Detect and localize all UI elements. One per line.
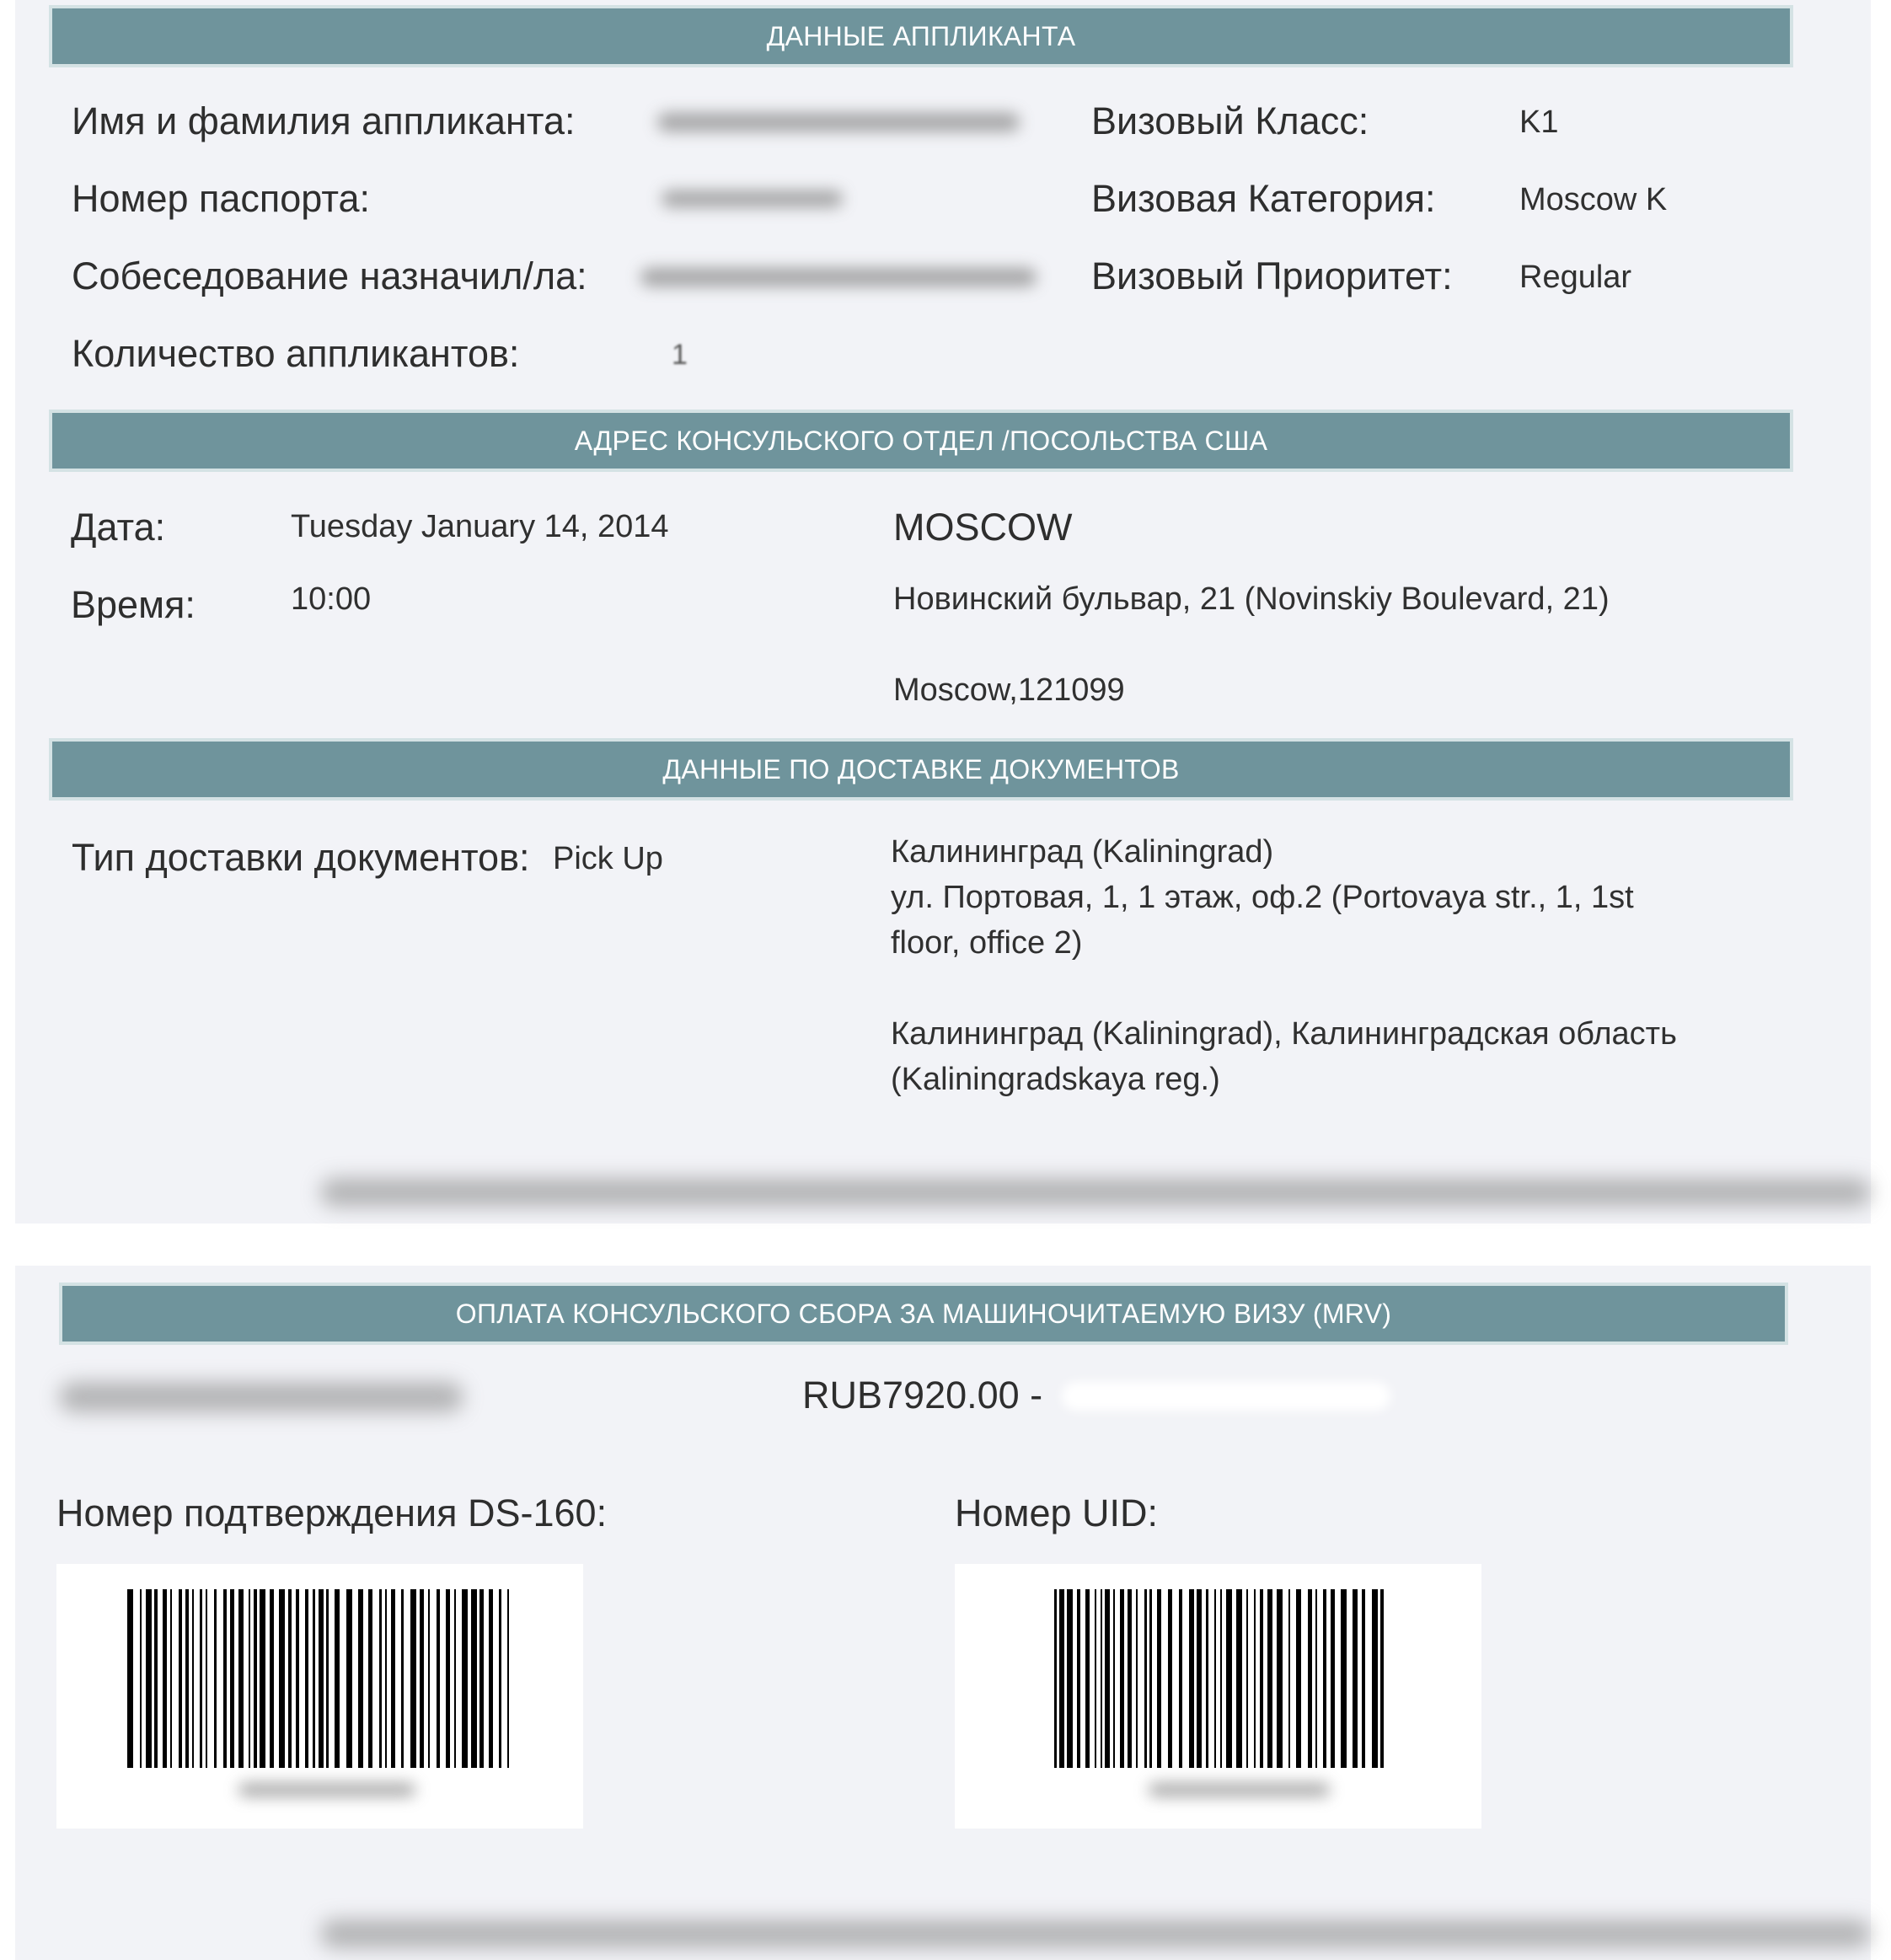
barcode-stripe [437, 1589, 440, 1768]
barcode-stripe [313, 1589, 315, 1768]
barcode-stripe [249, 1589, 250, 1768]
barcode-stripe [206, 1589, 207, 1768]
consulate-address-line2: Moscow,121099 [893, 672, 1125, 708]
delivery-section-header: ДАННЫЕ ПО ДОСТАВКЕ ДОКУМЕНТОВ [52, 742, 1790, 797]
delivery-type-label: Тип доставки документов: [72, 836, 530, 879]
barcode-stripe [471, 1589, 477, 1768]
redacted-footer-line [320, 1178, 1871, 1207]
barcode-stripe [1236, 1589, 1242, 1768]
barcode-stripe [200, 1589, 202, 1768]
barcode-stripe [1260, 1589, 1263, 1768]
date-label: Дата: [71, 506, 166, 549]
barcode-stripe [1189, 1589, 1194, 1768]
scheduled-by-label: Собеседование назначил/ла: [72, 254, 587, 297]
barcode-stripe [326, 1589, 329, 1768]
barcode-stripe [192, 1589, 194, 1768]
barcode-stripe [1331, 1589, 1335, 1768]
passport-number-label: Номер паспорта: [72, 177, 370, 220]
barcode-stripe [1136, 1589, 1138, 1768]
barcode-stripe [368, 1589, 372, 1768]
barcode-stripe [1362, 1589, 1365, 1768]
delivery-address-city: Калининград (Kaliningrad) [891, 834, 1274, 870]
payment-amount: RUB7920.00 - [802, 1374, 1043, 1416]
redacted-footer-line-2 [320, 1920, 1871, 1948]
barcode-stripe [1220, 1589, 1222, 1768]
barcode-stripe [379, 1589, 382, 1768]
barcode-stripe [391, 1589, 395, 1768]
delivery-address-street-line1: ул. Портовая, 1, 1 этаж, оф.2 (Portovaya str., 1, 1st [891, 880, 1634, 915]
barcode-stripe [1254, 1589, 1256, 1768]
barcode-stripe [270, 1589, 274, 1768]
barcode-stripe [1077, 1589, 1080, 1768]
payment-section-header: ОПЛАТА КОНСУЛЬСКОГО СБОРА ЗА МАШИНОЧИТАЕМУЮ ВИЗУ (MRV) [62, 1286, 1785, 1341]
visa-category-value: Moscow K [1519, 182, 1668, 217]
barcode-stripe [146, 1589, 152, 1768]
barcode-stripe [1144, 1589, 1147, 1768]
barcode-stripe [428, 1589, 430, 1768]
barcode-stripe [462, 1589, 468, 1768]
barcode-stripe [1120, 1589, 1124, 1768]
delivery-type-value: Pick Up [553, 841, 663, 876]
barcode-stripe [279, 1589, 285, 1768]
barcode-stripe [185, 1589, 189, 1768]
barcode-stripe [140, 1589, 142, 1768]
barcode-stripe [1095, 1589, 1096, 1768]
barcode-stripe [1206, 1589, 1208, 1768]
barcode-stripe [410, 1589, 416, 1768]
barcode-stripe [1372, 1589, 1378, 1768]
barcode-stripe [238, 1589, 244, 1768]
barcode-stripe [479, 1589, 484, 1768]
barcode-stripe [499, 1589, 501, 1768]
barcode-stripe [1168, 1589, 1172, 1768]
barcode-stripe [154, 1589, 158, 1768]
barcode-stripe [489, 1589, 493, 1768]
consulate-section-header: АДРЕС КОНСУЛЬСКОГО ОТДЕЛ /ПОСОЛЬСТВА США [52, 413, 1790, 469]
barcode-stripe [1296, 1589, 1301, 1768]
barcode-stripe [1101, 1589, 1102, 1768]
redacted-ds160-number [238, 1783, 415, 1797]
barcode-stripe [335, 1589, 340, 1768]
uid-label: Номер UID: [955, 1491, 1159, 1534]
barcode-stripe [1323, 1589, 1326, 1768]
barcode-stripe [1226, 1589, 1232, 1768]
barcode-stripe [1149, 1589, 1152, 1768]
time-label: Время: [71, 583, 196, 626]
uid-barcode-card [955, 1564, 1481, 1829]
barcode-stripe [358, 1589, 363, 1768]
barcode-stripe [1113, 1589, 1115, 1768]
barcode-stripe [296, 1589, 299, 1768]
redacted-payment-info [59, 1382, 463, 1412]
barcode-stripe [346, 1589, 352, 1768]
ds160-label: Номер подтверждения DS-160: [56, 1491, 608, 1534]
barcode-stripe [170, 1589, 172, 1768]
barcode-stripe [1288, 1589, 1290, 1768]
delivery-address-region-line1: Калининград (Kaliningrad), Калининградская область [891, 1016, 1677, 1052]
barcode-stripe [1267, 1589, 1272, 1768]
visa-category-label: Визовая Категория: [1091, 177, 1436, 220]
barcode-stripe [127, 1589, 133, 1768]
applicant-count-label: Количество аппликантов: [72, 332, 520, 375]
barcode-stripe [454, 1589, 456, 1768]
barcode-stripe [1315, 1589, 1317, 1768]
barcode-stripe [1179, 1589, 1182, 1768]
barcode-stripe [1214, 1589, 1216, 1768]
barcode-stripe [420, 1589, 424, 1768]
barcode-stripe [1277, 1589, 1283, 1768]
visa-class-value: K1 [1519, 104, 1559, 140]
barcode-stripe [1308, 1589, 1312, 1768]
barcode-stripe [1054, 1589, 1057, 1768]
consulate-address-line1: Новинский бульвар, 21 (Novinskiy Boulevard, 21) [893, 581, 1610, 617]
barcode-stripe [1067, 1589, 1073, 1768]
barcode-stripe [163, 1589, 167, 1768]
redacted-scheduled-by [640, 268, 1037, 287]
barcode-stripe [1059, 1589, 1064, 1768]
visa-priority-label: Визовый Приоритет: [1091, 254, 1453, 297]
applicant-name-label: Имя и фамилия аппликанта: [72, 99, 576, 142]
barcode-stripe [254, 1589, 257, 1768]
barcode-stripe [1341, 1589, 1347, 1768]
barcode-stripe [1246, 1589, 1248, 1768]
ds160-barcode-card [56, 1564, 583, 1829]
barcode-stripe [401, 1589, 404, 1768]
delivery-address-region-line2: (Kaliningradskaya reg.) [891, 1062, 1220, 1097]
time-value: 10:00 [291, 581, 372, 617]
date-value: Tuesday January 14, 2014 [291, 509, 669, 544]
barcode-stripe [319, 1589, 324, 1768]
barcode-stripe [1085, 1589, 1090, 1768]
redacted-passport-number [662, 190, 843, 207]
ds160-barcode [127, 1589, 515, 1768]
barcode-stripe [385, 1589, 387, 1768]
barcode-stripe [1197, 1589, 1202, 1768]
barcode-stripe [179, 1589, 182, 1768]
barcode-stripe [1128, 1589, 1132, 1768]
redacted-uid-number [1149, 1783, 1330, 1797]
delivery-address-street-line2: floor, office 2) [891, 925, 1083, 961]
barcode-stripe [1380, 1589, 1384, 1768]
barcode-stripe [288, 1589, 292, 1768]
barcode-stripe [446, 1589, 450, 1768]
barcode-stripe [1157, 1589, 1161, 1768]
barcode-stripe [230, 1589, 234, 1768]
visa-class-label: Визовый Класс: [1091, 99, 1369, 142]
barcode-stripe [260, 1589, 265, 1768]
applicant-count-value: 1 [672, 339, 688, 371]
uid-barcode [1054, 1589, 1385, 1768]
barcode-stripe [507, 1589, 509, 1768]
applicant-section-header: ДАННЫЕ АППЛИКАНТА [52, 8, 1790, 64]
redacted-payment-reference [1062, 1382, 1390, 1411]
barcode-stripe [1353, 1589, 1358, 1768]
consulate-city: MOSCOW [893, 506, 1073, 549]
visa-priority-value: Regular [1519, 260, 1632, 295]
barcode-stripe [214, 1589, 217, 1768]
barcode-stripe [305, 1589, 308, 1768]
barcode-stripe [223, 1589, 227, 1768]
barcode-stripe [1105, 1589, 1110, 1768]
redacted-applicant-name [657, 113, 1020, 131]
